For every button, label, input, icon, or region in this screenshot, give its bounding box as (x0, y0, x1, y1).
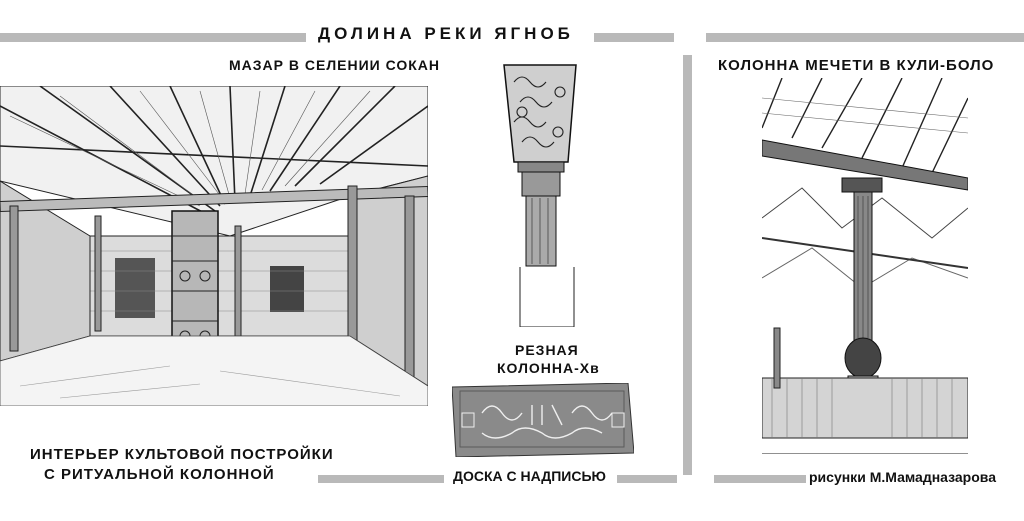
divider-bar (683, 55, 692, 475)
page-title: ДОЛИНА РЕКИ ЯГНОБ (318, 24, 574, 43)
right-caption-top: КОЛОННА МЕЧЕТИ В КУЛИ-БОЛО (718, 57, 995, 74)
inscribed-board-drawing (452, 383, 634, 457)
left-caption-bottom-1: ИНТЕРЬЕР КУЛЬТОВОЙ ПОСТРОЙКИ (30, 446, 334, 463)
divider-bar (594, 33, 674, 42)
divider-bar (706, 33, 1024, 42)
column-caption-1: РЕЗНАЯ (515, 342, 579, 358)
left-caption-bottom-2: С РИТУАЛЬНОЙ КОЛОННОЙ (44, 466, 275, 483)
divider-bar (714, 475, 806, 483)
left-caption-top: МАЗАР В СЕЛЕНИИ СОКАН (229, 57, 441, 73)
artist-credit: рисунки М.Мамадназарова (809, 469, 996, 485)
divider-bar (0, 33, 306, 42)
shrine-interior-drawing (0, 86, 428, 406)
carved-column-drawing (500, 62, 580, 327)
board-caption: ДОСКА С НАДПИСЬЮ (453, 468, 606, 484)
column-caption-2: КОЛОННА-Хв (497, 360, 600, 376)
mosque-column-drawing (762, 78, 968, 454)
divider-bar (318, 475, 444, 483)
divider-bar (617, 475, 677, 483)
